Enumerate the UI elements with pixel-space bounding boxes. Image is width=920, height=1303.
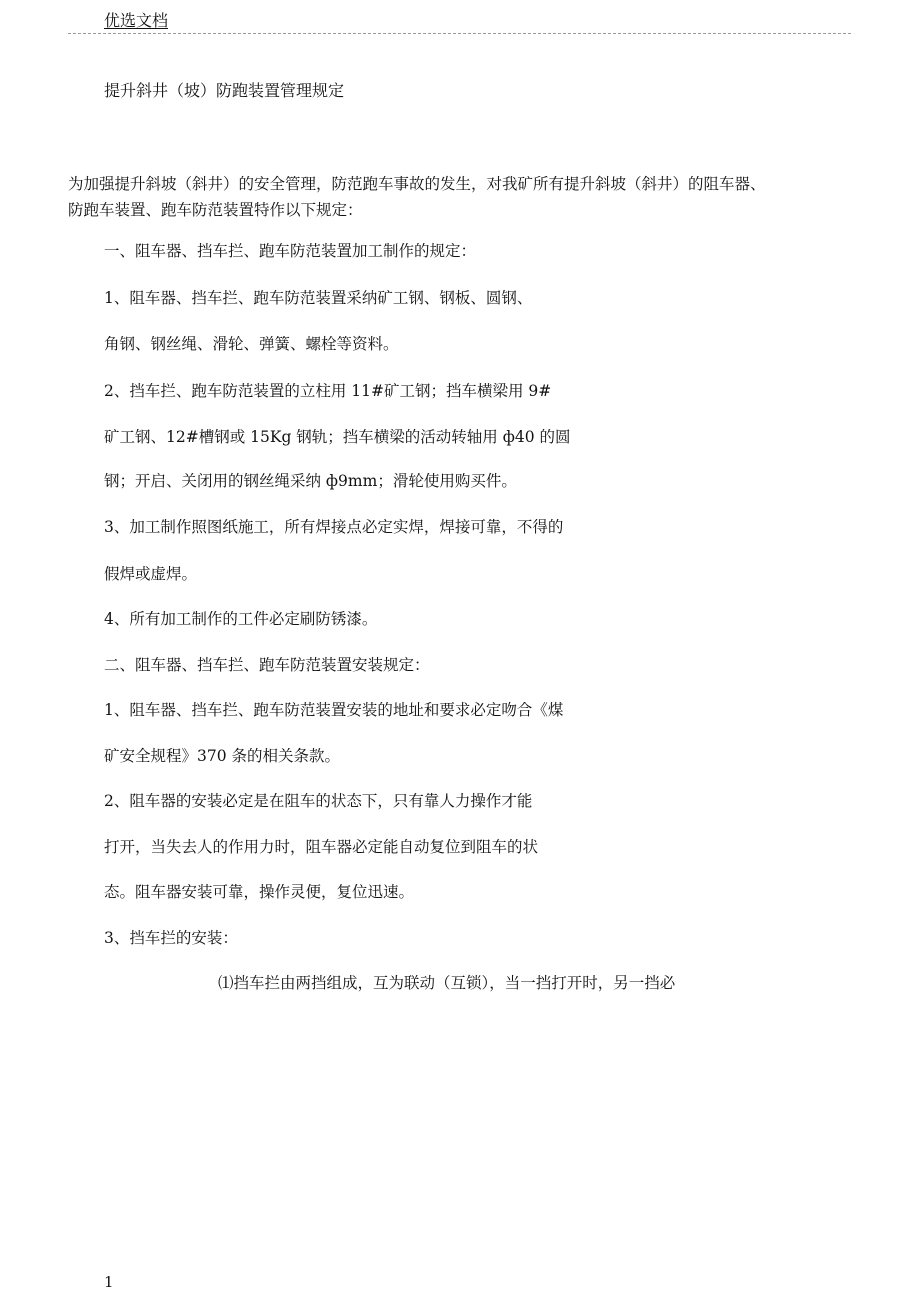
section-heading-1: 一、阻车器、挡车拦、跑车防范装置加工制作的规定： [104, 242, 477, 260]
intro-line: 防跑车装置、跑车防范装置特作以下规定： [68, 201, 363, 219]
intro-paragraph [68, 171, 858, 223]
body-line: 矿安全规程》370 条的相关条款。 [104, 747, 341, 765]
body-line: 2、挡车拦、跑车防范装置的立柱用 11#矿工钢；挡车横梁用 9# [104, 382, 552, 400]
body-line: 1、阻车器、挡车拦、跑车防范装置采纳矿工钢、钢板、圆钢、 [104, 289, 533, 307]
header-text: 优选文档 [104, 11, 169, 30]
body-line: 打开，当失去人的作用力时，阻车器必定能自动复位到阻车的状 [104, 838, 539, 856]
body-line: 角钢、钢丝绳、滑轮、弹簧、螺栓等资料。 [104, 335, 399, 353]
document-title: 提升斜井（坡）防跑装置管理规定 [104, 81, 345, 100]
body-line: 4、所有加工制作的工件必定刷防锈漆。 [104, 610, 378, 628]
body-line: 3、加工制作照图纸施工，所有焊接点必定实焊，焊接可靠，不得的 [104, 518, 564, 536]
intro-line: 为加强提升斜坡（斜井）的安全管理，防范跑车事故的发生，对我矿所有提升斜坡（斜井）的阻车器、 [68, 175, 766, 193]
subitem-line: ⑴挡车拦由两挡组成，互为联动（互锁），当一挡打开时，另一挡必 [218, 974, 676, 992]
body-line: 2、阻车器的安装必定是在阻车的状态下，只有靠人力操作才能 [104, 792, 533, 810]
header-divider [68, 33, 851, 34]
body-line: 矿工钢、12#槽钢或 15Kg 钢轨；挡车横梁的活动转轴用 ф40 的圆 [104, 428, 571, 446]
body-line: 1、阻车器、挡车拦、跑车防范装置安装的地址和要求必定吻合《煤 [104, 701, 564, 719]
body-line: 3、挡车拦的安装： [104, 929, 238, 947]
page-number: 1 [104, 1273, 114, 1291]
body-line: 假焊或虚焊。 [104, 565, 198, 583]
body-line: 态。阻车器安装可靠，操作灵便，复位迅速。 [104, 883, 415, 901]
body-line: 钢；开启、关闭用的钢丝绳采纳 ф9mm；滑轮使用购买件。 [104, 472, 517, 490]
section-heading-2: 二、阻车器、挡车拦、跑车防范装置安装规定： [104, 656, 430, 674]
